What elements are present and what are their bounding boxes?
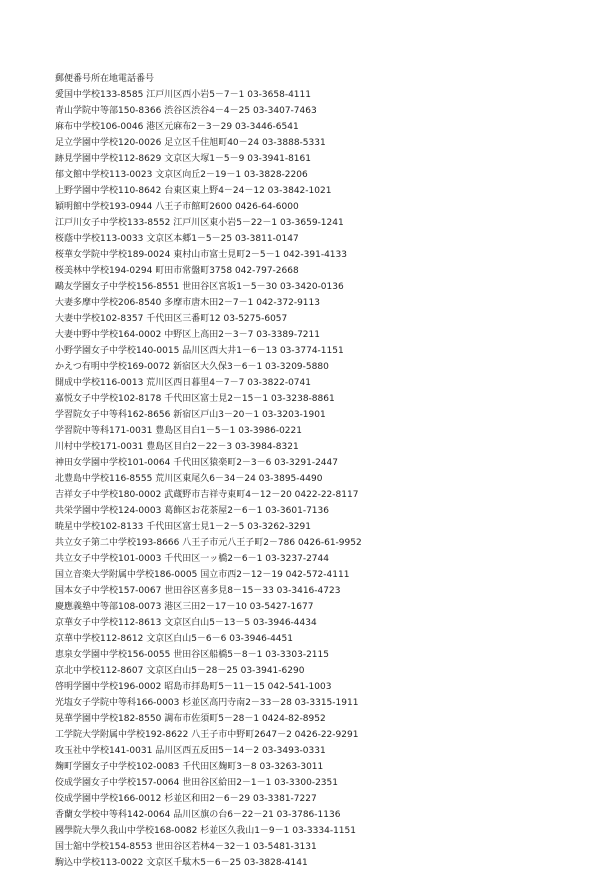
list-item: 慶應義塾中等部108-0073 港区三田2－17－10 03-5427-1677 — [55, 602, 314, 612]
list-item: 大妻中野中学校164-0002 中野区上高田2－3－7 03-3389-7211 — [55, 330, 320, 340]
list-item: 愛国中学校133-8585 江戸川区西小岩5－7－1 03-3658-4111 — [55, 90, 311, 100]
list-item: 麹町学園女子中学校102-0083 千代田区麹町3－8 03-3263-3011 — [55, 762, 324, 772]
list-item: 北豊島中学校116-8555 荒川区東尾久6－34－24 03-3895-4490 — [55, 474, 323, 484]
list-item: 学習院中等科171-0031 豊島区目白1－5－1 03-3986-0221 — [55, 426, 302, 436]
list-item: かえつ有明中学校169-0072 新宿区大久保3－6－1 03-3209-5880 — [55, 362, 329, 372]
list-item: 京北中学校112-8607 文京区白山5－28－25 03-3941-6290 — [55, 666, 305, 676]
list-item: 光塩女子学院中等科166-0003 杉並区高円寺南2－33－28 03-3315-1911 — [55, 698, 359, 708]
list-item: 小野学園女子中学校140-0015 品川区西大井1－6－13 03-3774-1151 — [55, 346, 344, 356]
list-item: 攻玉社中学校141-0031 品川区西五反田5－14－2 03-3493-0331 — [55, 746, 326, 756]
list-item: 香蘭女学校中等科142-0064 品川区旗の台6－22－21 03-3786-1136 — [55, 810, 341, 820]
list-item: 工学院大学附属中学校192-8622 八王子市中野町2647－2 0426-22-9291 — [55, 730, 359, 740]
list-item: 共立女子第二中学校193-8666 八王子市元八王子町2－786 0426-61-9952 — [55, 538, 362, 548]
list-item: 京華中学校112-8612 文京区白山5－6－6 03-3946-4451 — [55, 634, 293, 644]
list-item: 佼成学園女子中学校157-0064 世田谷区給田2－1－1 03-3300-2351 — [55, 778, 338, 788]
list-item: 青山学院中等部150-8366 渋谷区渋谷4－4－25 03-3407-7463 — [55, 106, 317, 116]
list-item: 恵泉女学園中学校156-0055 世田谷区船橋5－8－1 03-3303-2115 — [55, 650, 329, 660]
list-item: 上野学園中学校110-8642 台東区東上野4－24－12 03-3842-1021 — [55, 186, 332, 196]
list-item: 穎明館中学校193-0944 八王子市館町2600 0426-64-6000 — [55, 202, 299, 212]
list-item: 国本女子中学校157-0067 世田谷区喜多見8－15－33 03-3416-4723 — [55, 586, 341, 596]
list-item: 江戸川女子中学校133-8552 江戸川区東小岩5－22－1 03-3659-1241 — [55, 218, 344, 228]
list-item: 吉祥女子中学校180-0002 武蔵野市吉祥寺東町4－12－20 0422-22-8117 — [55, 490, 359, 500]
list-item: 桜華女学院中学校189-0024 東村山市富士見町2－5－1 042-391-4133 — [55, 250, 347, 260]
list-item: 麻布中学校106-0046 港区元麻布2－3－29 03-3446-6541 — [55, 122, 299, 132]
list-item: 京華女子中学校112-8613 文京区白山5－13－5 03-3946-4434 — [55, 618, 317, 628]
list-item: 足立学園中学校120-0026 足立区千住旭町40－24 03-3888-5331 — [55, 138, 326, 148]
list-item: 共栄学園中学校124-0003 葛飾区お花茶屋2－6－1 03-3601-7136 — [55, 506, 329, 516]
list-item: 跡見学園中学校112-8629 文京区大塚1－5－9 03-3941-8161 — [55, 154, 311, 164]
list-item: 川村中学校171-0031 豊島区目白2－22－3 03-3984-8321 — [55, 442, 299, 452]
list-item: 大妻多摩中学校206-8540 多摩市唐木田2－7－1 042-372-9113 — [55, 298, 320, 308]
list-item: 国士舘中学校154-8553 世田谷区若林4－32－1 03-5481-3131 — [55, 842, 317, 852]
school-directory — [55, 71, 575, 871]
list-item: 神田女学園中学校101-0064 千代田区猿楽町2－3－6 03-3291-2447 — [55, 458, 338, 468]
list-item: 暁星中学校102-8133 千代田区富士見1－2－5 03-3262-3291 — [55, 522, 311, 532]
list-item: 開成中学校116-0013 荒川区西日暮里4－7－7 03-3822-0741 — [55, 378, 311, 388]
list-item: 桜蔭中学校113-0033 文京区本郷1－5－25 03-3811-0147 — [55, 234, 299, 244]
list-item: 佼成学園中学校166-0012 杉並区和田2－6－29 03-3381-7227 — [55, 794, 317, 804]
list-item: 国立音楽大学附属中学校186-0005 国立市西2－12－19 042-572-4111 — [55, 570, 350, 580]
directory-list — [55, 87, 575, 871]
list-item: 啓明学園中学校196-0002 昭島市拝島町5－11－15 042-541-1003 — [55, 682, 332, 692]
list-item: 桜美林中学校194-0294 町田市常盤町3758 042-797-2668 — [55, 266, 299, 276]
list-item: 駒込中学校113-0022 文京区千駄木5－6－25 03-3828-4141 — [55, 858, 308, 868]
list-item: 嘉悦女子中学校102-8178 千代田区富士見2－15－1 03-3238-8861 — [55, 394, 335, 404]
list-item: 晃華学園中学校182-8550 調布市佐須町5－28－1 0424-82-8952 — [55, 714, 326, 724]
list-item: 國學院大學久我山中学校168-0082 杉並区久我山1－9－1 03-3334-1151 — [55, 826, 356, 836]
list-item: 郁文館中学校113-0023 文京区向丘2－19－1 03-3828-2206 — [55, 170, 308, 180]
list-item: 共立女子中学校101-0003 千代田区一ッ橋2－6－1 03-3237-2744 — [55, 554, 329, 564]
list-item: 学習院女子中等科162-8656 新宿区戸山3－20－1 03-3203-1901 — [55, 410, 326, 420]
list-item: 鷗友学園女子中学校156-8551 世田谷区宮坂1－5－30 03-3420-0136 — [55, 282, 344, 292]
list-item: 大妻中学校102-8357 千代田区三番町12 03-5275-6057 — [55, 314, 288, 324]
column-header: 郵便番号所在地電話番号 — [55, 74, 155, 84]
